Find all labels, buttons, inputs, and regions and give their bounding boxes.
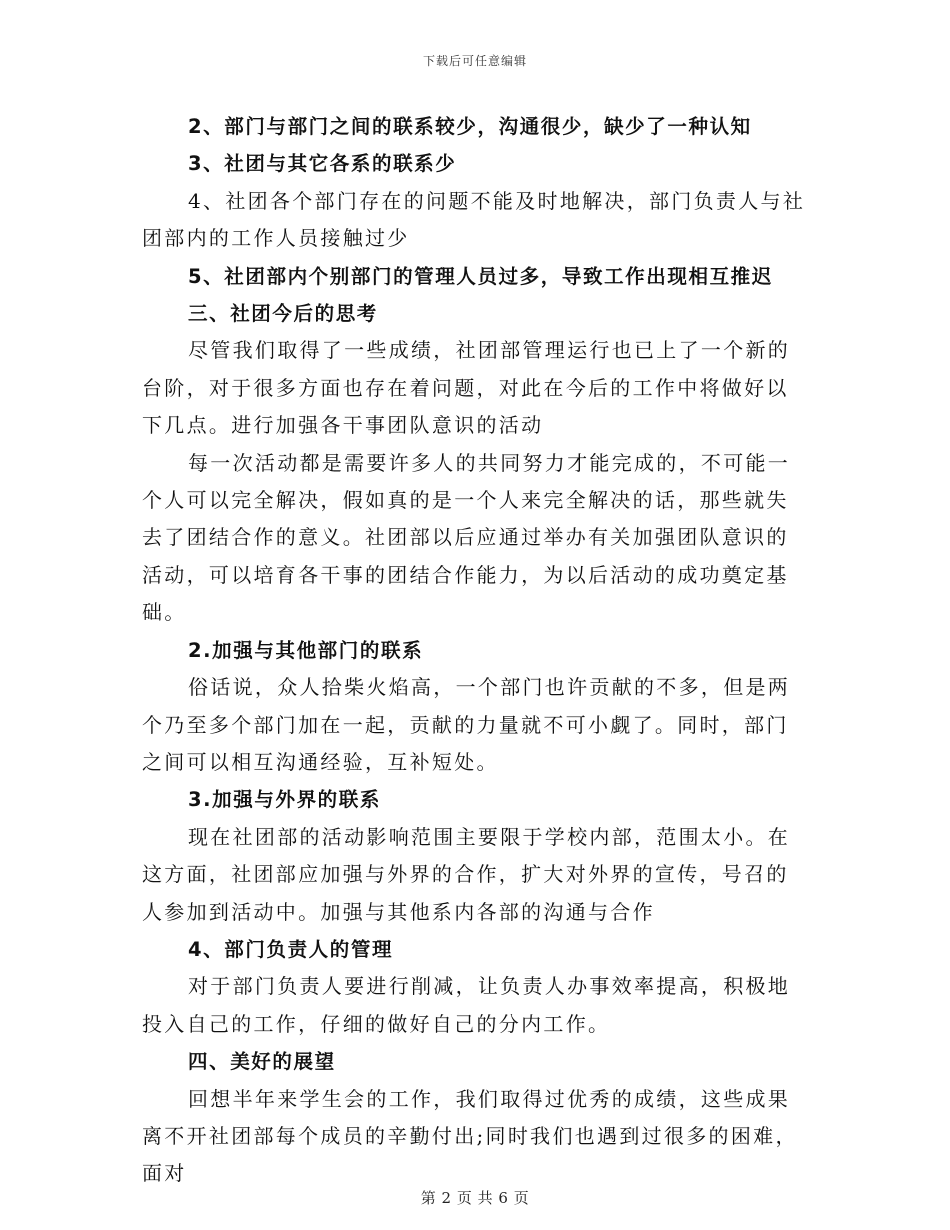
page-header: 下载后可任意编辑 — [422, 54, 527, 68]
paragraph: 现在社团部的活动影响范围主要限于学校内部，范围太小。在这方面，社团部应加强与外界的合作，扩大对外界的宣传，号召的人参加到活动中。加强与其他系内各部的沟通与合作 — [142, 824, 791, 924]
section-heading: 3、社团与其它各系的联系少 — [188, 152, 457, 176]
paragraph: 每一次活动都是需要许多人的共同努力才能完成的，不可能一个人可以完全解决，假如真的是一个人来完全解决的话，那些就失去了团结合作的意义。社团部以后应通过举办有关加强团队意识的活动，可以培育各干事的团结合作能力，为以后活动的成功奠定基础。 — [142, 450, 791, 625]
section-heading: 4、部门负责人的管理 — [188, 937, 394, 961]
paragraph: 尽管我们取得了一些成绩，社团部管理运行也已上了一个新的台阶，对于很多方面也存在着问题，对此在今后的工作中将做好以下几点。进行加强各干事团队意识的活动 — [142, 338, 791, 438]
section-heading: 3.加强与外界的联系 — [188, 788, 381, 812]
section-heading: 2、部门与部门之间的联系较少，沟通很少，缺少了一种认知 — [188, 115, 752, 138]
paragraph: 俗话说，众人拾柴火焰高，一个部门也许贡献的不多，但是两个乃至多个部门加在一起，贡献的力量就不可小觑了。同时，部门之间可以相互沟通经验，互补短处。 — [142, 675, 791, 774]
section-heading: 5、社团部内个别部门的管理人员过多，导致工作出现相互推迟 — [188, 264, 773, 288]
section-heading: 三、社团今后的思考 — [188, 302, 378, 326]
section-heading: 四、美好的展望 — [188, 1050, 336, 1074]
page-footer: 第 2 页 共 6 页 — [420, 1189, 530, 1207]
paragraph: 对于部门负责人要进行削减，让负责人办事效率提高，积极地投入自己的工作，仔细的做好自己的分内工作。 — [142, 974, 791, 1036]
section-heading: 2.加强与其他部门的联系 — [188, 638, 424, 662]
paragraph: 4、社团各个部门存在的问题不能及时地解决，部门负责人与社团部内的工作人员接触过少 — [142, 188, 806, 251]
paragraph: 回想半年来学生会的工作，我们取得过优秀的成绩，这些成果离不开社团部每个成员的辛勤付出;同时我们也遇到过很多的困难，面对 — [142, 1086, 798, 1186]
document-body — [142, 108, 810, 1193]
